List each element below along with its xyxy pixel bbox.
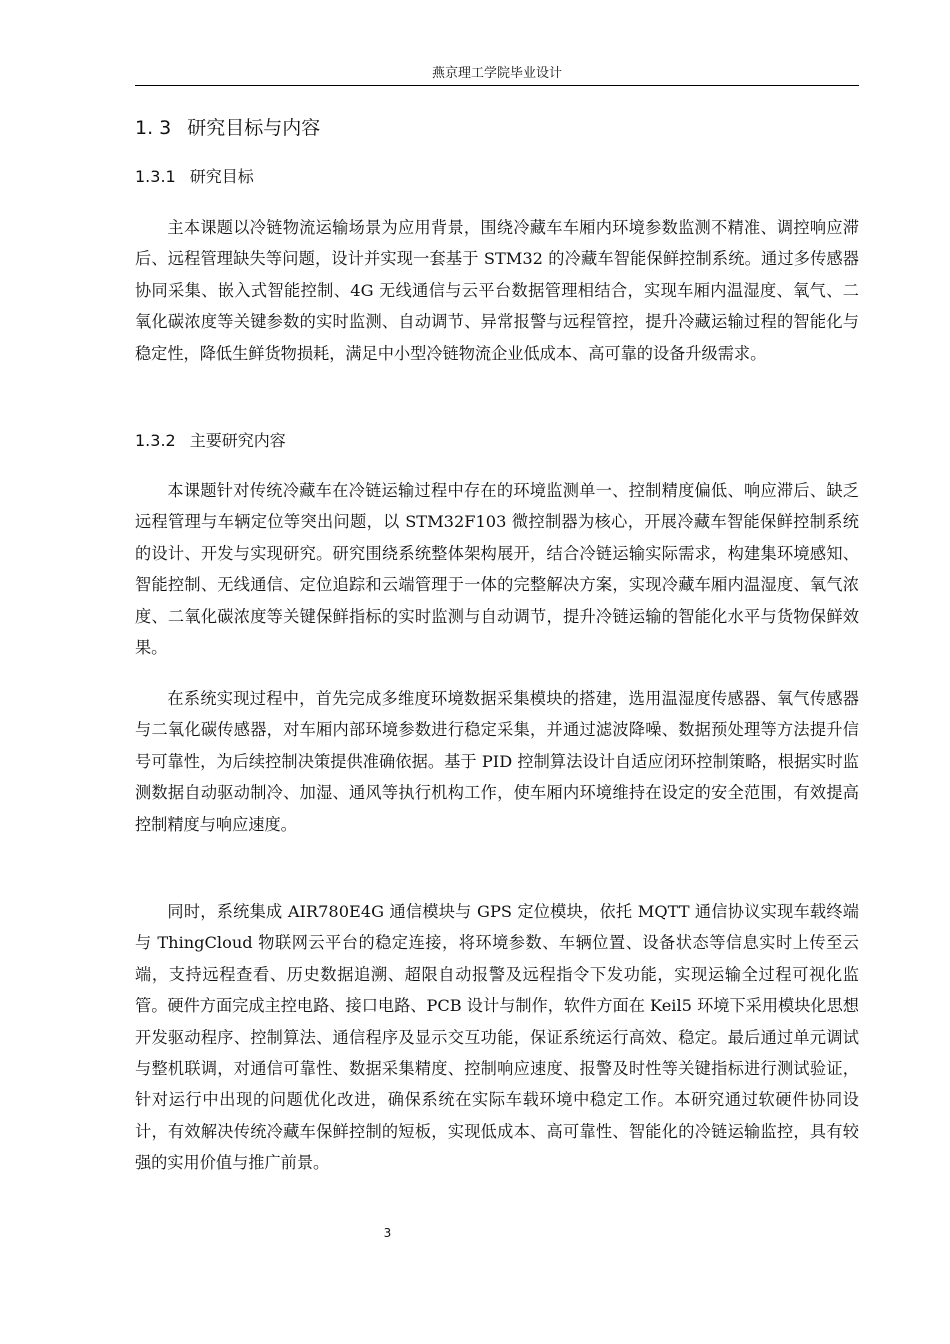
subsection-heading-2 [135, 430, 286, 452]
subsection-title: 主要研究内容 [189, 431, 286, 450]
page-number: 3 [383, 1226, 392, 1240]
subsection-number: 1.3.2 [135, 431, 176, 450]
section-title: 研究目标与内容 [187, 117, 321, 139]
section-number: 1. 3 [135, 117, 172, 139]
paragraph-content-1: 本课题针对传统冷藏车在冷链运输过程中存在的环境监测单一、控制精度偏低、响应滞后、缺乏远程管理与车辆定位等突出问题，以 STM32F103 微控制器为核心，开展冷藏车智能保鲜控制系统的设计、开发与实现研究。研究围绕系统整体架构展开，结合冷链运输实际需求，构建集环境感知、智能控制、无线通信、定位追踪和云端管理于一体的完整解决方案，实现冷藏车厢内温湿度、氧气浓度、二氧化碳浓度等关键保鲜指标的实时监测与自动调节，提升冷链运输的智能化水平与货物保鲜效果。 [135, 481, 859, 658]
paragraph-research-goal: 主本课题以冷链物流运输场景为应用背景，围绕冷藏车车厢内环境参数监测不精准、调控响应滞后、远程管理缺失等问题，设计并实现一套基于 STM32 的冷藏车智能保鲜控制系统。通过多传感器协同采集、嵌入式智能控制、4G 无线通信与云平台数据管理相结合，实现车厢内温湿度、氧气、二氧化碳浓度等关键参数的实时监测、自动调节、异常报警与远程管控，提升冷藏运输过程的智能化与稳定性，降低生鲜货物损耗，满足中小型冷链物流企业低成本、高可靠的设备升级需求。 [135, 218, 859, 363]
subsection-number: 1.3.1 [135, 167, 176, 186]
header-title: 燕京理工学院毕业设计 [431, 66, 562, 81]
page-header [135, 63, 859, 86]
paragraph-content-2: 在系统实现过程中，首先完成多维度环境数据采集模块的搭建，选用温湿度传感器、氧气传感器与二氧化碳传感器，对车厢内部环境参数进行稳定采集，并通过滤波降噪、数据预处理等方法提升信号可靠性，为后续控制决策提供准确依据。基于 PID 控制算法设计自适应闭环控制策略，根据实时监测数据自动驱动制冷、加湿、通风等执行机构工作，使车厢内环境维持在设定的安全范围，有效提高控制精度与响应速度。 [135, 689, 859, 834]
subsection-heading-1 [135, 166, 254, 188]
section-heading [135, 115, 320, 141]
paragraph-content-3: 同时，系统集成 AIR780E4G 通信模块与 GPS 定位模块，依托 MQTT 通信协议实现车载终端与 ThingCloud 物联网云平台的稳定连接，将环境参数、车辆位置、设备状态等信息实时上传至云端，支持远程查看、历史数据追溯、超限自动报警及远程指令下发功能，实现运输全过程可视化监管。硬件方面完成主控电路、接口电路、PCB 设计与制作，软件方面在 Keil5 环境下采用模块化思想开发驱动程序、控制算法、通信程序及显示交互功能，保证系统运行高效、稳定。最后通过单元调试与整机联调，对通信可靠性、数据采集精度、控制响应速度、报警及时性等关键指标进行测试验证，针对运行中出现的问题优化改进，确保系统在实际车载环境中稳定工作。本研究通过软硬件协同设计，有效解决传统冷藏车保鲜控制的短板，实现低成本、高可靠性、智能化的冷链运输监控，具有较强的实用价值与推广前景。 [135, 902, 859, 1173]
subsection-title: 研究目标 [189, 167, 254, 186]
